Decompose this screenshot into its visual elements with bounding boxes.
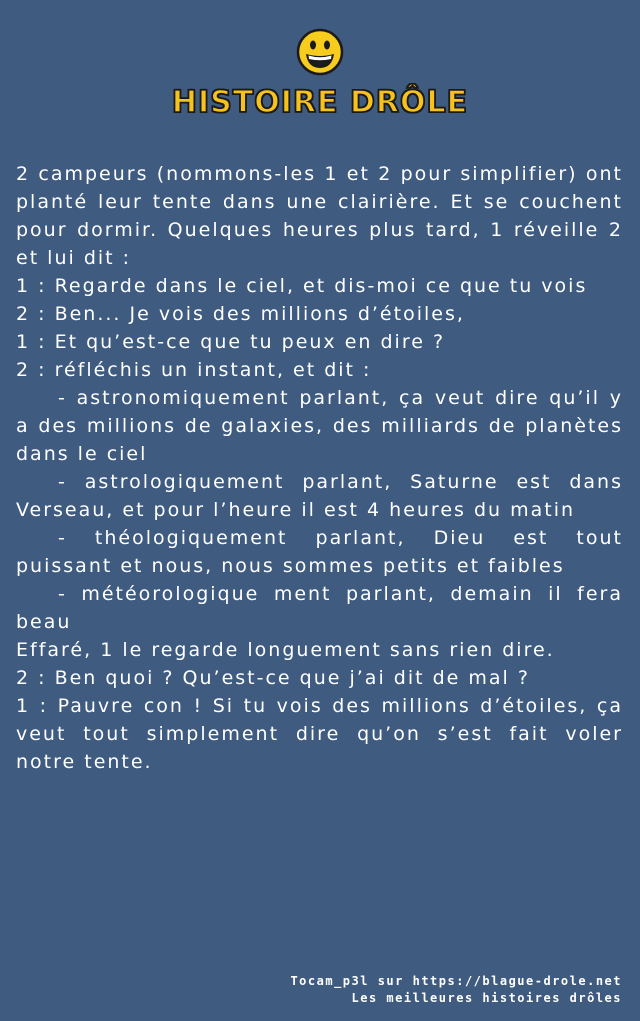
grinning-face-icon (296, 28, 344, 76)
header (0, 28, 640, 122)
story-paragraph: 2 : Ben quoi ? Qu’est-ce que j’ai dit de mal ? (16, 667, 530, 689)
story-paragraph: 1 : Et qu’est-ce que tu peux en dire ? (16, 331, 446, 353)
story-paragraph: - théologiquement parlant, Dieu est tout puissant et nous, nous sommes petits et faibles (16, 527, 623, 577)
story-paragraph: Effaré, 1 le regarde longuement sans rien dire. (16, 639, 555, 661)
page-title: HISTOIRE DRÔLE (171, 85, 469, 120)
story-paragraph: - astrologiquement parlant, Saturne est dans Verseau, et pour l’heure il est 4 heures du matin (16, 471, 623, 521)
story-paragraph: 2 : Ben... Je vois des millions d’étoiles, (16, 303, 465, 325)
story-text (16, 160, 623, 776)
story-paragraph: 2 campeurs (nommons-les 1 et 2 pour simplifier) ont planté leur tente dans une clairière. Et se couchent pour dormir. Quelques heures plus tard, 1 réveille 2 et lui dit : (16, 163, 623, 269)
story-paragraph: 1 : Regarde dans le ciel, et dis-moi ce que tu vois (16, 275, 588, 297)
footer (290, 973, 622, 1007)
footer-credit: Tocam_p3l sur https://blague-drole.net (290, 974, 622, 988)
story-paragraph: - météorologique ment parlant, demain il fera beau (16, 583, 623, 633)
footer-tagline: Les meilleures histoires drôles (351, 991, 622, 1005)
story-paragraph: 1 : Pauvre con ! Si tu vois des millions d’étoiles, ça veut tout simplement dire qu’on s’est fait voler notre tente. (16, 695, 623, 773)
story-paragraph: - astronomiquement parlant, ça veut dire qu’il y a des millions de galaxies, des milliards de planètes dans le ciel (16, 387, 623, 465)
story-paragraph: 2 : réfléchis un instant, et dit : (16, 359, 372, 381)
